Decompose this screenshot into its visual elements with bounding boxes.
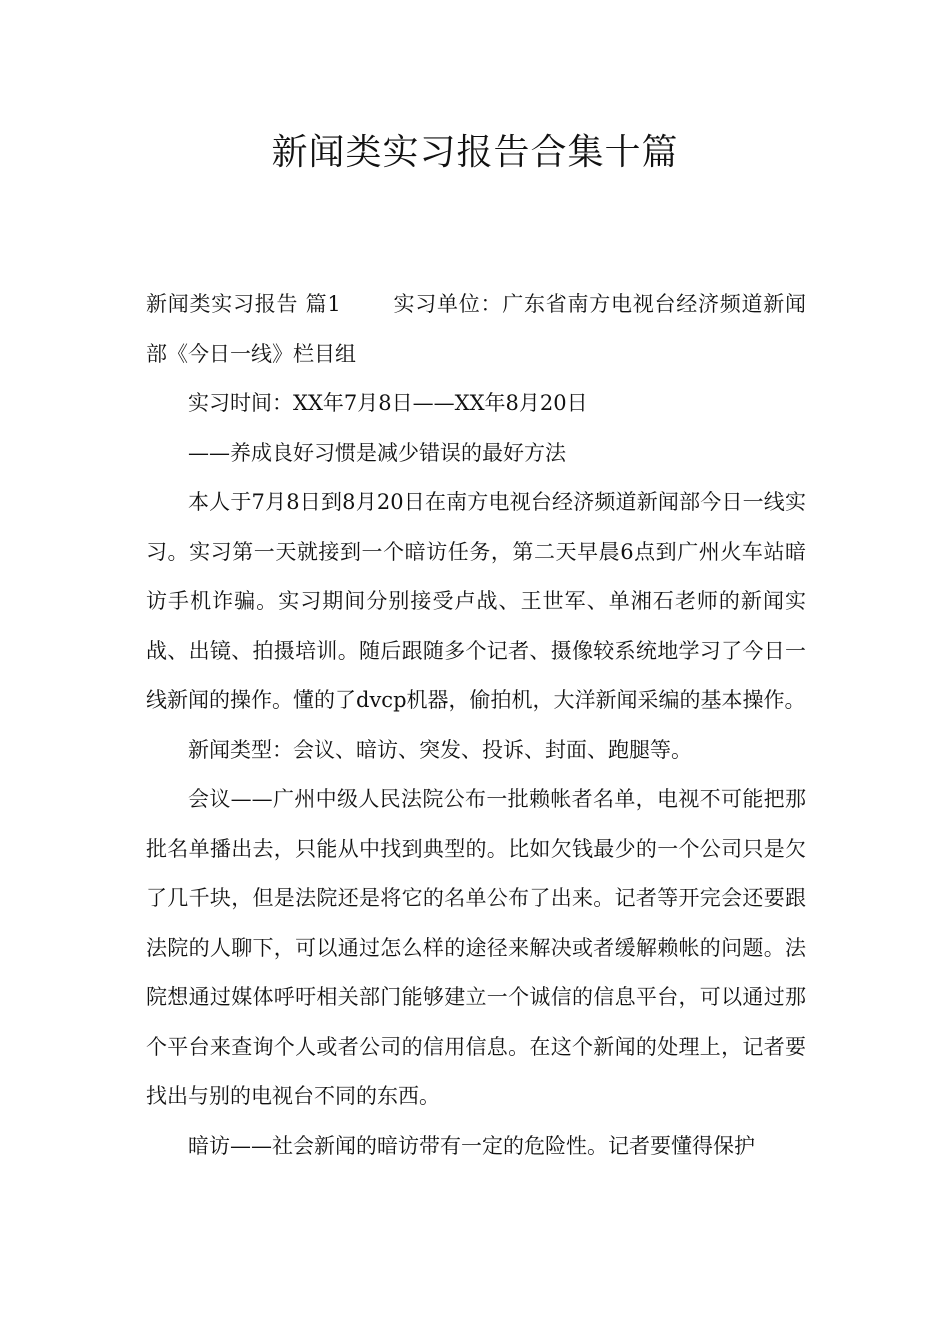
document-body <box>146 280 806 1171</box>
paragraph-news-types: 新闻类型：会议、暗访、突发、投诉、封面、跑腿等。 <box>188 737 692 762</box>
document-title: 新闻类实习报告合集十篇 <box>271 132 679 173</box>
paragraph-introduction: 本人于7月8日到8月20日在南方电视台经济频道新闻部今日一线实习。实习第一天就接到一个暗访任务，第二天早晨6点到广州火车站暗访手机诈骗。实习期间分别接受卢战、王世军、单湘石老师的新闻实战、出镜、拍摄培训。随后跟随多个记者、摄像较系统地学习了今日一线新闻的操作。懂的了dvcp机器，偷拍机，大洋新闻采编的基本操作。 <box>146 490 806 712</box>
paragraph-meeting-news: 会议——广州中级人民法院公布一批赖帐者名单，电视不可能把那批名单播出去，只能从中找到典型的。比如欠钱最少的一个公司只是欠了几千块，但是法院还是将它的名单公布了出来。记者等开完会还要跟法院的人聊下，可以通过怎么样的途径来解决或者缓解赖帐的问题。法院想通过媒体呼吁相关部门能够建立一个诚信的信息平台，可以通过那个平台来查询个人或者公司的信用信息。在这个新闻的处理上，记者要找出与别的电视台不同的东西。 <box>146 787 806 1108</box>
paragraph-undercover-news: 暗访——社会新闻的暗访带有一定的危险性。记者要懂得保护 <box>188 1133 755 1158</box>
internship-unit: 实习单位：广东省南方电视台经济频道新闻部《今日一线》栏目组 <box>146 292 806 366</box>
report-section-heading: 新闻类实习报告 篇1 <box>146 292 341 316</box>
paragraph-subtitle: ——养成良好习惯是减少错误的最好方法 <box>188 440 566 465</box>
paragraph-internship-time: 实习时间：XX年7月8日——XX年8月20日 <box>188 391 588 415</box>
paragraph-report-heading <box>146 280 806 379</box>
